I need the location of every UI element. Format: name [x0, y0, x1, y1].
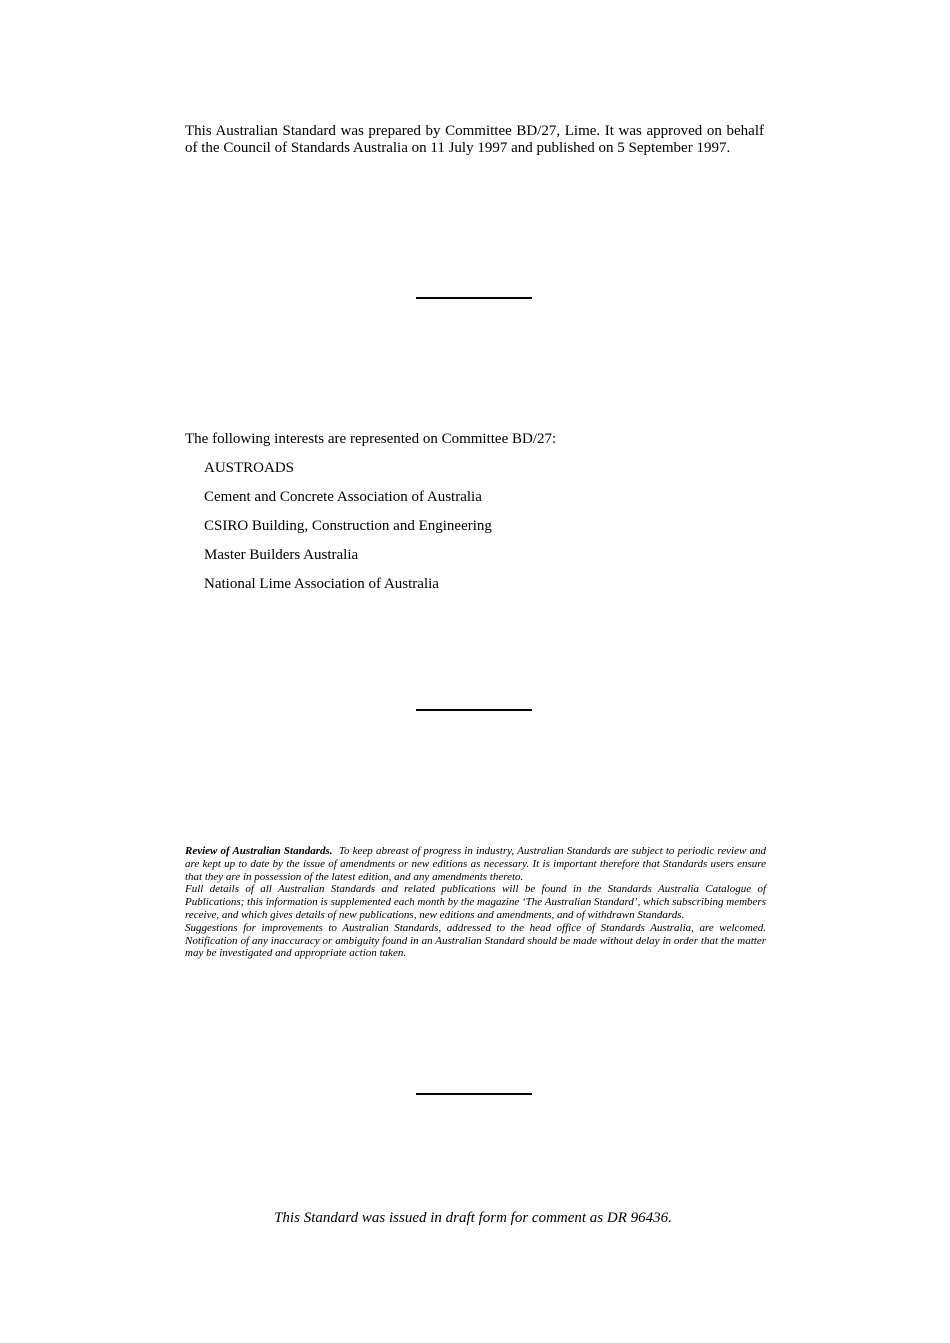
draft-note: This Standard was issued in draft form for comment as DR 96436. [274, 1210, 672, 1226]
preparation-statement: This Australian Standard was prepared by Committee BD/27, Lime. It was approved on behalf of the Council of Standards Australia on 11 July 1997 and published on 5 September 1997. [185, 123, 764, 156]
review-paragraph: Full details of all Australian Standards and related publications will be found in the Standards Australia Catalogue of Publications; this information is supplemented each month by the magazine ‘The Australian Standard’, which subscribing members receive, and which gives details of new publications, new editions and amendments, and of withdrawn Standards. [185, 883, 766, 921]
review-paragraph: Suggestions for improvements to Australian Standards, addressed to the head office of Standards Australia, are welcomed. Notification of any inaccuracy or ambiguity found in an Australian Standard should be made without delay in order that the matter may be investigated and appropriate action taken. [185, 921, 766, 960]
divider-rule [416, 1093, 532, 1095]
review-text: To keep abreast of progress in industry, Australian Standards are subject to periodic review and are kept up to date by the issue of amendments or new editions as necessary. It is important therefore that Standards users ensure that they are in possession of the latest edition, and any amendments thereto. [185, 845, 766, 883]
review-heading: Review of Australian Standards. [185, 845, 333, 857]
list-item: National Lime Association of Australia [204, 576, 439, 592]
list-item: Cement and Concrete Association of Australia [204, 489, 482, 505]
divider-rule [416, 709, 532, 711]
divider-rule [416, 297, 532, 299]
list-item: Master Builders Australia [204, 547, 359, 563]
review-paragraph [185, 845, 766, 883]
review-notice [185, 845, 766, 960]
list-item: AUSTROADS [204, 460, 295, 476]
interests-intro: The following interests are represented on Committee BD/27: [185, 431, 557, 447]
list-item: CSIRO Building, Construction and Engineering [204, 518, 492, 534]
interest-list [204, 459, 492, 604]
